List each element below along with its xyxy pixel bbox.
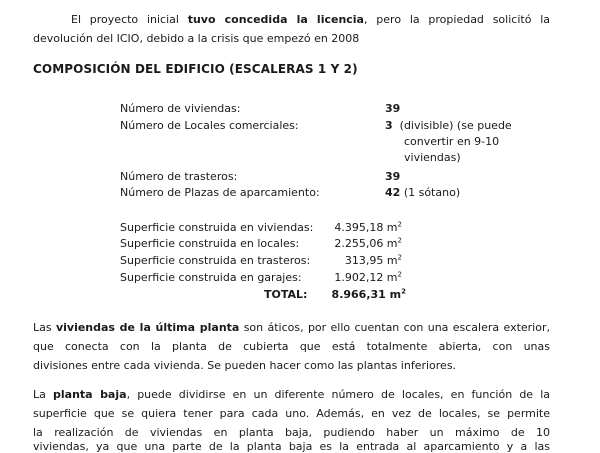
surface-label-locales: Superficie construida en locales:: [120, 237, 300, 250]
viviendas-label: Número de viviendas:: [120, 102, 241, 115]
attic-paragraph: [33, 318, 550, 375]
section-heading: COMPOSICIÓN DEL EDIFICIO (ESCALERAS 1 Y 2): [33, 62, 358, 76]
ground-line-3: la realización de viviendas en planta baja, pudiendo haber un máximo de 10: [33, 426, 550, 439]
surface-label-trasteros: Superficie construida en trasteros:: [120, 254, 311, 267]
attic-line-2: que conecta con la planta de cubierta que está totalmente abierta, con unas: [33, 340, 550, 353]
intro-paragraph: [33, 10, 550, 48]
surface-value-locales: 2.255,06 $m^2$: [334, 236, 402, 250]
attic-bold-text: viviendas de la última planta: [55, 321, 240, 334]
surface-label-viviendas: Superficie construida en viviendas:: [120, 221, 314, 234]
plazas-value: 42: [385, 186, 401, 199]
intro-line-2: devolución del ICIO, debido a la crisis que empezó en 2008: [33, 32, 360, 45]
total-label: TOTAL:: [264, 288, 308, 301]
locales-note-2: convertir en 9-10: [404, 135, 500, 148]
intro-text-end: , pero la propiedad solicitó la: [364, 13, 551, 26]
locales-label: Número de Locales comerciales:: [120, 119, 299, 132]
trasteros-value: 39: [385, 170, 401, 183]
viviendas-value: 39: [385, 102, 401, 115]
surface-label-garajes: Superficie construida en garajes:: [120, 271, 302, 284]
plazas-note: (1 sótano): [403, 186, 461, 199]
ground-line-4-clip: [0, 441, 600, 453]
plazas-value-row: [385, 185, 460, 201]
attic-line-1: Las viviendas de la última planta son áticos, por ello cuentan con una escalera exterior,: [33, 321, 550, 334]
ground-line-1: La planta baja, puede dividirse en un diferente número de locales, en función de la: [33, 388, 550, 401]
ground-line-4-wrap: [33, 441, 550, 453]
ground-bold-text: planta baja: [53, 388, 127, 401]
ground-line-2: superficie que se quiera tener para cada uno. Además, en vez de locales, se permite: [33, 407, 550, 420]
surface-value-trasteros: 313,95 $m^2$: [344, 253, 402, 267]
locales-value: 3: [385, 119, 393, 132]
locales-note-1: (divisible) (se puede: [399, 119, 512, 132]
surface-value-viviendas: 4.395,18 $m^2$: [334, 220, 402, 234]
locales-value-row: [385, 118, 512, 134]
intro-bold-text: tuvo concedida la licencia: [187, 13, 364, 26]
total-value: 8.966,31 $m^2$: [331, 287, 406, 301]
ground-line-4: viviendas, ya que una parte de la planta baja es la entrada al aparcamiento y a las: [33, 441, 550, 453]
surface-value-garajes: 1.902,12 $m^2$: [334, 270, 402, 284]
ground-floor-paragraph: [33, 385, 550, 442]
trasteros-label: Número de trasteros:: [120, 170, 238, 183]
intro-text: El proyecto inicial: [71, 13, 188, 26]
intro-line-1: [33, 10, 550, 29]
attic-line-3: divisiones entre cada vivienda. Se pueden hacer como las plantas inferiores.: [33, 359, 457, 372]
plazas-label: Número de Plazas de aparcamiento:: [120, 186, 320, 199]
locales-note-3: viviendas): [404, 151, 461, 164]
